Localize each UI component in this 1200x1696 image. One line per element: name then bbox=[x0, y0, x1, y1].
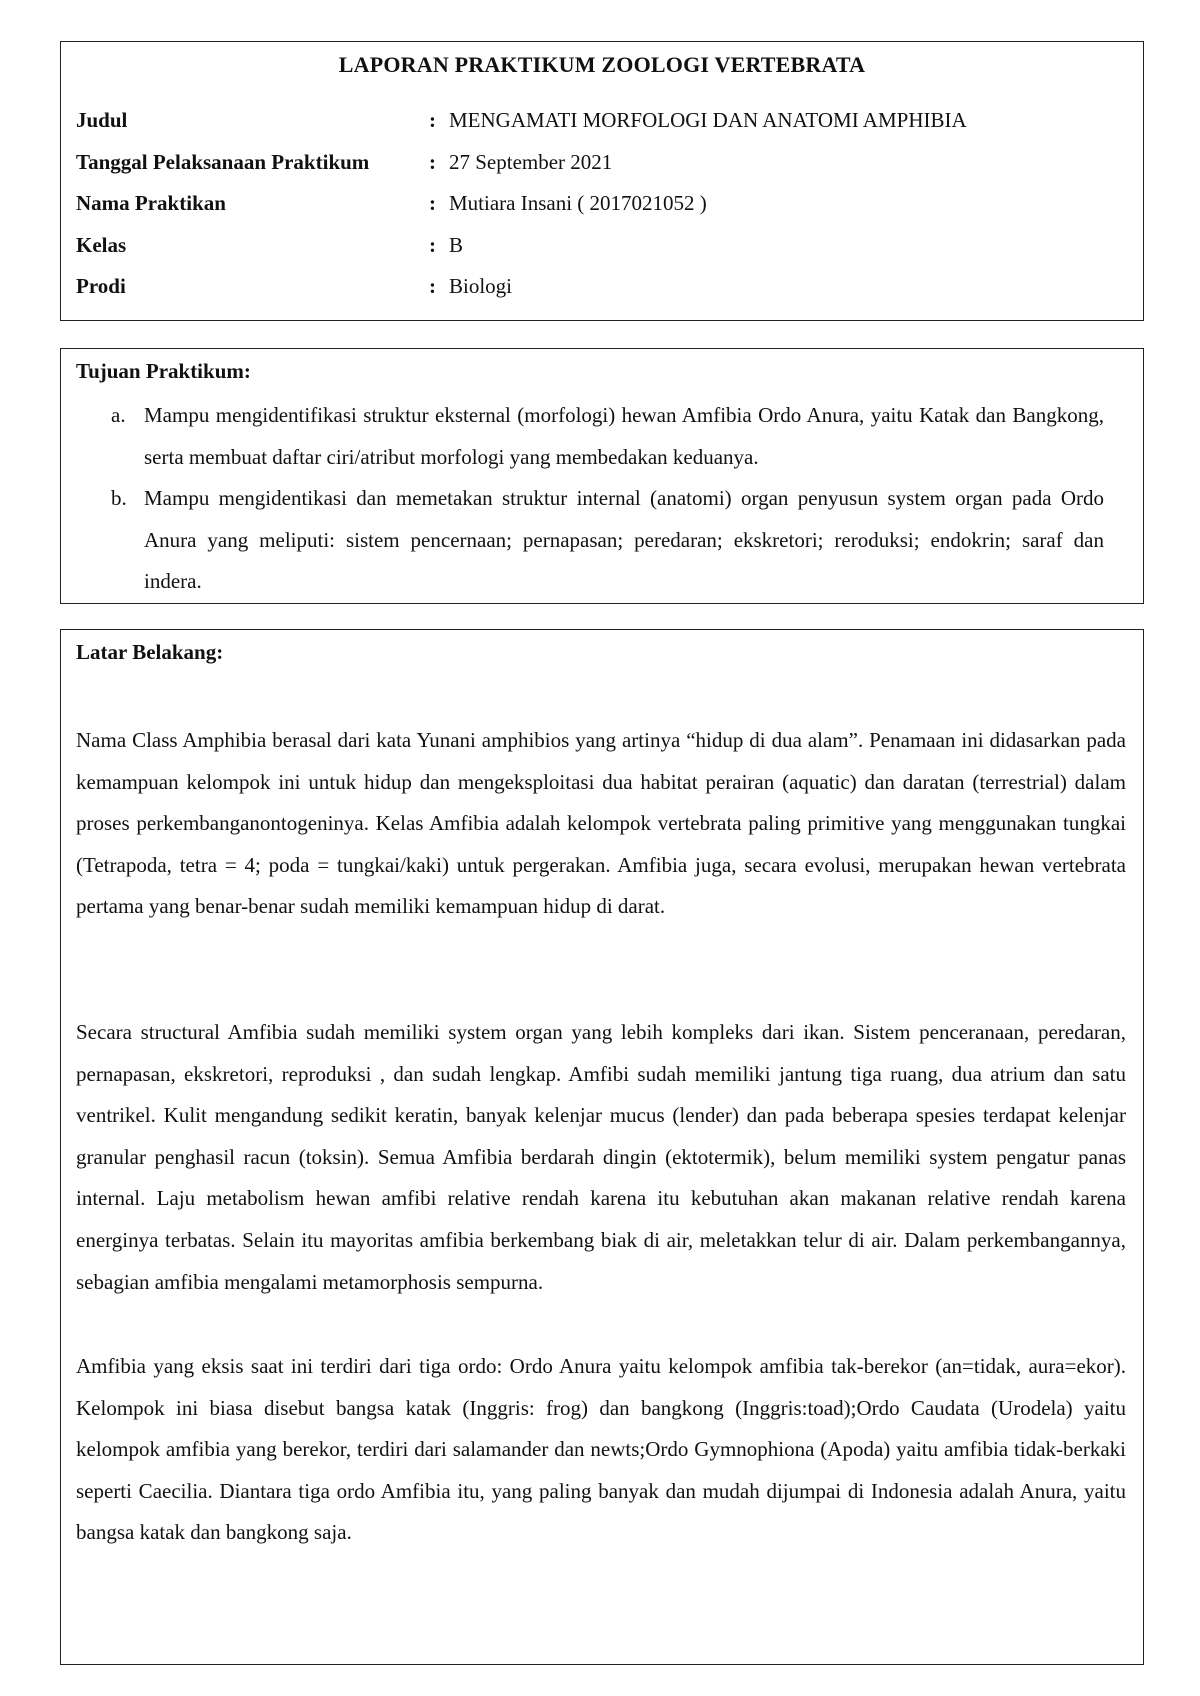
info-row-judul bbox=[76, 100, 1126, 142]
list-item bbox=[76, 478, 1126, 603]
info-row-tanggal bbox=[76, 142, 1126, 184]
report-title: LAPORAN PRAKTIKUM ZOOLOGI VERTEBRATA bbox=[338, 52, 866, 77]
background-paragraph: Amfibia yang eksis saat ini terdiri dari tiga ordo: Ordo Anura yaitu kelompok amfibia tak-berekor (an=tidak, aura=ekor). Kelompok ini biasa disebut bangsa katak (Inggris: frog) dan bangkong (Inggris:toad);Ordo Caudata (Urodela) yaitu kelompok amfibia yang berekor, terdiri dari salamander dan newts;Ordo Gymnophiona (Apoda) yaitu amfibia tidak-berkaki seperti Caecilia. Diantara tiga ordo Amfibia itu, yang paling banyak dan mudah dijumpai di Indonesia adalah Anura, yaitu bangsa katak dan bangkong saja. bbox=[76, 1354, 1126, 1545]
info-row-nama bbox=[76, 183, 1126, 225]
info-label: Nama Praktikan bbox=[76, 191, 226, 216]
goals-box bbox=[60, 348, 1144, 604]
goal-text: Mampu mengidentifikasi struktur eksternal (morfologi) hewan Amfibia Ordo Anura, yaitu Katak dan Bangkong, serta membuat daftar ciri/atribut morfologi yang membedakan keduanya. bbox=[144, 403, 1104, 469]
background-box bbox=[60, 629, 1144, 1665]
background-paragraph: Secara structural Amfibia sudah memiliki system organ yang lebih kompleks dari ikan. Sistem penceranaan, peredaran, pernapasan, ekskretori, reproduksi , dan sudah lengkap. Amfibi sudah memiliki jantung tiga ruang, dua atrium dan satu ventrikel. Kulit mengandung sedikit keratin, banyak kelenjar mucus (lender) dan pada beberapa spesies terdapat kelenjar granular penghasil racun (toksin). Semua Amfibia berdarah dingin (ektotermik), belum memiliki system pengatur panas internal. Laju metabolism hewan amfibi relative rendah karena itu kebutuhan akan makanan relative rendah karena energinya terbatas. Selain itu mayoritas amfibia berkembang biak di air, meletakkan telur di air. Dalam perkembangannya, sebagian amfibia mengalami metamorphosis sempurna. bbox=[76, 1020, 1126, 1294]
info-value: Biologi bbox=[449, 274, 513, 299]
background-heading: Latar Belakang: bbox=[76, 640, 224, 664]
info-value: MENGAMATI MORFOLOGI DAN ANATOMI AMPHIBIA bbox=[449, 108, 967, 133]
list-item bbox=[76, 395, 1126, 478]
info-label: Tanggal Pelaksanaan Praktikum bbox=[76, 149, 370, 174]
goals-heading: Tujuan Praktikum: bbox=[76, 359, 251, 383]
info-row-prodi bbox=[76, 266, 1126, 308]
info-value: 27 September 2021 bbox=[449, 149, 613, 174]
report-info-table bbox=[76, 100, 1126, 308]
report-header-box bbox=[60, 41, 1144, 321]
goals-list bbox=[76, 395, 1126, 603]
info-colon: : bbox=[429, 149, 436, 174]
goal-letter: b. bbox=[111, 486, 127, 510]
goal-text: Mampu mengidentikasi dan memetakan struktur internal (anatomi) organ penyusun system organ pada Ordo Anura yang meliputi: sistem pencernaan; pernapasan; peredaran; ekskretori; reroduksi; endokrin; saraf dan indera. bbox=[144, 486, 1104, 593]
info-colon: : bbox=[429, 232, 436, 257]
info-label: Judul bbox=[76, 108, 128, 133]
background-paragraph: Nama Class Amphibia berasal dari kata Yunani amphibios yang artinya “hidup di dua alam”. Penamaan ini didasarkan pada kemampuan kelompok ini untuk hidup dan mengeksploitasi dua habitat perairan (aquatic) dan daratan (terrestrial) dalam proses perkembanganontogeninya. Kelas Amfibia adalah kelompok vertebrata paling primitive yang menggunakan tungkai (Tetrapoda, tetra = 4; poda = tungkai/kaki) untuk pergerakan. Amfibia juga, secara evolusi, merupakan hewan vertebrata pertama yang benar-benar sudah memiliki kemampuan hidup di darat. bbox=[76, 728, 1126, 919]
info-row-kelas bbox=[76, 225, 1126, 267]
goal-letter: a. bbox=[111, 403, 126, 427]
info-colon: : bbox=[429, 108, 436, 133]
info-label: Prodi bbox=[76, 274, 126, 299]
info-value: B bbox=[449, 232, 464, 257]
info-label: Kelas bbox=[76, 232, 127, 257]
info-value: Mutiara Insani ( 2017021052 ) bbox=[449, 191, 707, 216]
info-colon: : bbox=[429, 274, 436, 299]
info-colon: : bbox=[429, 191, 436, 216]
